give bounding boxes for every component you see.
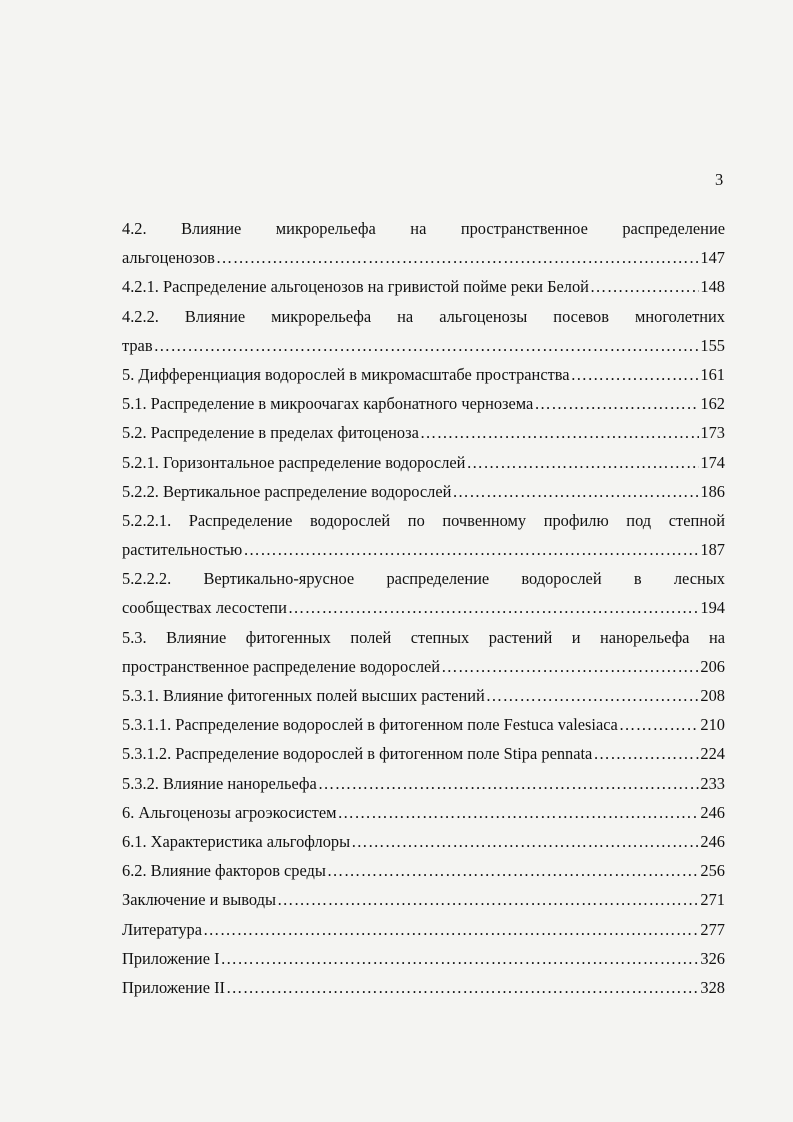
dot-leader <box>221 944 700 973</box>
toc-entry-title: 5.1. Распределение в микроочагах карбонатного чернозема <box>122 394 534 414</box>
toc-entry-line <box>122 448 725 477</box>
toc-entry-page: 148 <box>700 277 725 297</box>
toc-entry-page: 271 <box>700 890 725 910</box>
toc-entry-title-first-line: 5.2.2.1. Распределение водорослей по почвенному профилю под степной <box>122 510 725 530</box>
toc-entry-line <box>122 477 725 506</box>
toc-entry-title-first-line: 4.2.2. Влияние микрорельефа на альгоценозы посевов многолетних <box>122 306 725 326</box>
toc-entry <box>122 944 725 973</box>
toc-entry-page: 147 <box>700 248 725 268</box>
dot-leader <box>593 739 699 768</box>
toc-entry-line <box>122 681 725 710</box>
toc-entry-title-first-line: 4.2. Влияние микрорельефа на пространственное распределение <box>122 219 725 238</box>
toc-entry-page: 174 <box>700 452 725 472</box>
toc-entry-title: 5.2.2. Вертикальное распределение водорослей <box>122 481 452 501</box>
toc-entry <box>122 272 725 301</box>
dot-leader <box>318 769 700 798</box>
toc-entry-title: 5. Дифференциация водорослей в микромасштабе пространства <box>122 364 570 384</box>
toc-entry <box>122 302 725 360</box>
toc-entry <box>122 448 725 477</box>
table-of-contents <box>122 214 725 1002</box>
toc-entry-line <box>122 827 725 856</box>
toc-entry-title: 5.3.1. Влияние фитогенных полей высших растений <box>122 686 485 705</box>
toc-entry <box>122 389 725 418</box>
toc-entry <box>122 827 725 856</box>
toc-entry-title: 5.3.1.1. Распределение водорослей в фитогенном поле Festuca valesiaca <box>122 715 618 735</box>
toc-entry <box>122 856 725 885</box>
toc-entry <box>122 915 725 944</box>
toc-entry-title: 4.2.1. Распределение альгоценозов на гривистой пойме реки Белой <box>122 277 589 297</box>
toc-entry <box>122 623 725 681</box>
toc-entry-page: 206 <box>700 656 725 676</box>
toc-entry <box>122 564 725 622</box>
toc-entry-title: Приложение II <box>122 977 225 997</box>
toc-entry-line <box>122 944 725 973</box>
toc-entry-title: трав <box>122 335 153 355</box>
dot-leader <box>590 272 699 301</box>
toc-entry <box>122 739 725 768</box>
toc-entry-page: 326 <box>700 948 725 968</box>
toc-entry <box>122 506 725 564</box>
page-number: 3 <box>715 170 724 189</box>
toc-entry-title: 5.2. Распределение в пределах фитоценоза <box>122 423 419 443</box>
toc-entry-line <box>122 243 725 272</box>
dot-leader <box>420 418 700 447</box>
toc-entry <box>122 360 725 389</box>
dot-leader <box>534 389 699 418</box>
toc-entry <box>122 477 725 506</box>
dot-leader <box>452 477 699 506</box>
dot-leader <box>441 652 699 681</box>
toc-entry-line <box>122 739 725 768</box>
toc-entry-title: сообществах лесостепи <box>122 598 287 618</box>
toc-entry-line <box>122 915 725 944</box>
dot-leader <box>337 798 699 827</box>
dot-leader <box>216 243 699 272</box>
toc-entry-page: 208 <box>700 686 725 705</box>
toc-entry-line <box>122 885 725 914</box>
toc-entry-title: 6.1. Характеристика альгофлоры <box>122 831 351 851</box>
toc-entry-page: 246 <box>700 802 725 822</box>
dot-leader <box>154 331 700 360</box>
toc-entry-title: 5.3.2. Влияние нанорельефа <box>122 773 317 793</box>
toc-entry <box>122 769 725 798</box>
toc-entry-page: 173 <box>700 423 725 443</box>
toc-entry-page: 186 <box>700 481 725 501</box>
toc-entry <box>122 214 725 272</box>
toc-entry-line <box>122 769 725 798</box>
toc-entry-line <box>122 535 725 564</box>
toc-entry-line <box>122 856 725 885</box>
dot-leader <box>486 681 700 710</box>
toc-entry-title: Приложение I <box>122 948 220 968</box>
toc-entry-page: 155 <box>700 335 725 355</box>
toc-entry-page: 246 <box>700 831 725 851</box>
toc-entry-title-first-line: 5.2.2.2. Вертикально-ярусное распределение водорослей в лесных <box>122 569 725 589</box>
dot-leader <box>327 856 699 885</box>
toc-entry-page: 233 <box>700 773 725 793</box>
toc-entry <box>122 681 725 710</box>
toc-entry-title: растительностью <box>122 540 243 560</box>
toc-entry-line <box>122 331 725 360</box>
toc-entry-line <box>122 360 725 389</box>
toc-entry-page: 277 <box>700 919 725 939</box>
toc-entry-page: 256 <box>700 861 725 881</box>
toc-entry-page: 194 <box>700 598 725 618</box>
dot-leader <box>351 827 699 856</box>
toc-entry-title: Заключение и выводы <box>122 890 277 910</box>
toc-entry-title: 6.2. Влияние факторов среды <box>122 861 326 881</box>
toc-entry-line <box>122 798 725 827</box>
toc-entry-title: Литература <box>122 919 202 939</box>
toc-entry-page: 224 <box>700 744 725 764</box>
dot-leader <box>243 535 699 564</box>
toc-entry-line <box>122 710 725 739</box>
toc-entry-title: пространственное распределение водорослей <box>122 656 441 676</box>
dot-leader <box>619 710 700 739</box>
toc-entry-line <box>122 389 725 418</box>
toc-entry <box>122 710 725 739</box>
toc-entry-line <box>122 418 725 447</box>
toc-entry-title-first-line: 5.3. Влияние фитогенных полей степных растений и нанорельефа на <box>122 627 725 647</box>
toc-entry-line <box>122 652 725 681</box>
toc-entry-line <box>122 973 725 1002</box>
toc-entry-title: 5.3.1.2. Распределение водорослей в фитогенном поле Stipa pennata <box>122 744 593 764</box>
dot-leader <box>288 593 700 622</box>
toc-entry-page: 328 <box>700 977 725 997</box>
toc-entry-title: 5.2.1. Горизонтальное распределение водорослей <box>122 452 466 472</box>
toc-entry <box>122 885 725 914</box>
toc-entry-line <box>122 272 725 301</box>
dot-leader <box>203 915 699 944</box>
toc-entry <box>122 418 725 447</box>
dot-leader <box>571 360 700 389</box>
toc-entry <box>122 973 725 1002</box>
toc-entry-title: альгоценозов <box>122 248 215 268</box>
toc-entry-page: 161 <box>700 364 725 384</box>
toc-entry-page: 162 <box>700 394 725 414</box>
dot-leader <box>466 448 699 477</box>
toc-entry-page: 210 <box>700 715 725 735</box>
toc-entry <box>122 798 725 827</box>
toc-entry-page: 187 <box>700 540 725 560</box>
toc-entry-title: 6. Альгоценозы агроэкосистем <box>122 802 337 822</box>
dot-leader <box>226 973 699 1002</box>
dot-leader <box>277 885 699 914</box>
toc-entry-line <box>122 593 725 622</box>
